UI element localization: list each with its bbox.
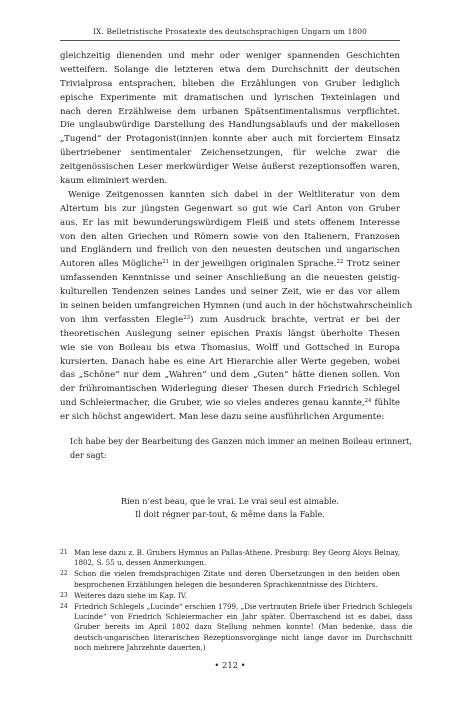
footnote-text [74,602,413,653]
text-line [60,272,400,286]
line-text: und Engländern und freilich von den neuesten deutschen und ungarischen [60,245,400,256]
text-line [60,203,400,217]
line-text: wetteifern. Solange die letzteren etwa dem Durchschnitt der deutschen [60,64,400,75]
footnote [60,591,400,601]
text-line [60,175,400,189]
line-text: wie sie von Boileau bis etwa Thomasius, Wolff und Gottsched in Europa [60,342,400,353]
text-line [60,106,400,120]
line-text: kaum eliminiert werden. [60,176,168,187]
line-text: von den alten Griechen und Römern sowie von den Italienern, Franzosen [60,231,400,242]
footnote-number: 24 [60,602,68,610]
footnote-ref: 21 [162,259,170,266]
verse-line: Rien n’est beau, que le vrai. Le vrai seul est aimable. [121,496,339,506]
footnote-text [74,569,400,589]
footnote-line: 1802, S. 55 u. dessen Anmerkungen. [74,558,207,568]
text-line [60,92,400,106]
line-text: epische Experimente mit dramatischen und lyrischen Texteinlagen und [60,92,400,103]
line-text-cont: ) zum Ausdruck brachte, vertrat er bei der [190,314,400,325]
quote-line: Ich habe bey der Bearbeitung des Ganzen mich immer an meinen Boileau erinnert, [70,436,412,446]
header-rule [60,40,400,41]
footnotes [60,548,413,653]
verse-quote [60,495,400,522]
line-text: nach deren Erzählweise dem urbanen Spätsentimentalismus verpflichtet. [60,106,400,117]
footnote-line: Gruber bereits im April 1802 dazu Stellung nehmen konnte! (Man bedenke, dass die [74,622,413,632]
line-text: Die unglaubwürdige Darstellung des Handlungsablaufs und der makellosen [60,120,400,131]
text-line [60,189,400,203]
footnote-line: deutsch-ungarischen literarischen Rezeptionsvorgänge nicht lange davor im Durchschnitt [74,632,413,642]
line-text: er sich höchst angewidert. Man lese dazu seine ausführlichen Argumente: [60,412,385,423]
line-text: kulturellen Tendenzen seines Landes und seiner Zeit, wie er das vor allem [60,287,400,298]
line-text: und Schleiermacher, die Gruber, wie so vieles anderes genau kannte, [60,398,365,409]
footnote-number: 21 [60,549,68,556]
footnote-line: Man lese dazu z. B. Grubers Hymnus an Pallas-Athene. Presburg: Bey Georg Aloys Belnay, [74,548,400,557]
line-text: in seinen beiden umfangreichen Hymnen (und auch in der höchstwahrscheinlich [60,301,413,312]
footnote [60,548,400,568]
text-line [60,147,400,161]
footnote-ref: 24 [364,398,372,405]
footnote-number: 23 [60,591,68,599]
footnote-line: Schon die vielen fremdsprachigen Zitate und deren Übersetzungen in den beiden oben [74,569,400,579]
text-line [60,383,400,397]
line-text: übertriebener sentimentaler Zeichensetzungen, für welche zwar die [60,148,400,159]
line-text-cont: fühlte [371,398,400,409]
text-line [60,244,400,258]
line-text: kursierten. Danach habe es eine Art Hierarchie aller Werte gegeben, wobei [60,356,400,367]
footnote-ref: 23 [183,314,191,321]
text-line [60,78,400,92]
line-text: aus. Er las mit bewunderungswürdigem Fleiß und stets offenem Interesse [60,217,400,228]
line-text: Altertum bis zur jüngsten Gegenwart so gut wie Carl Anton von Gruber [60,203,400,214]
quote-line: der sagt: [70,449,107,460]
footnote-text [74,591,400,601]
line-text: der frühromantischen Widerlegung dieser Thesen durch Friedrich Schlegel [60,384,400,395]
text-line [60,300,413,314]
footnote-line: besprochenen Erzählungen belegen die besonderen Sprachkenntnisse des Dichters. [74,579,378,589]
text-line [60,314,400,328]
line-text: „Tugend“ der Protagonist(inn)en konnte aber auch mit forciertem Einsatz [60,134,400,145]
text-line [60,231,400,245]
text-line [60,286,400,300]
line-text-cont: Trotz seiner [343,259,400,270]
text-line [60,133,400,147]
footnote [60,601,413,653]
line-text: das „Schöne“ nur dem „Wahren“ und dem „Guten“ hätte dienen sollen. Von [60,370,400,381]
text-line [60,328,400,342]
text-line [60,161,400,175]
footnote-number: 22 [60,570,68,578]
text-line [60,50,400,64]
line-text: zeitgenössischen Leser merkwürdiger Weise äußerst rezeptionsoffen waren, [60,162,400,173]
running-head: IX. Belletristische Prosatexte des deutschsprachigen Ungarn um 1800 [92,27,367,36]
text-line [60,397,400,411]
text-line [60,119,400,133]
footnote [60,569,400,589]
text-line [60,258,400,272]
line-text-cont: in der jeweiligen originalen Sprache. [169,259,337,270]
line-text: gleichzeitig dienenden und mehr oder weniger spannenden Geschichten [60,51,400,61]
text-line [60,411,400,425]
line-text: theoretischen Auslegung seiner epischen Praxis längst überholte Thesen [60,328,400,339]
line-text: umfassenden Kenntnisse und seiner Anschließung an die neuesten geistig- [60,273,400,284]
line-text: Autoren alles Mögliche [60,259,163,270]
page-number: • 212 • [214,660,246,670]
block-quote [70,435,412,462]
text-line [60,217,400,231]
text-line [60,356,400,370]
text-line [60,342,400,356]
text-line [60,64,400,78]
line-text: von ihm verfassten Elegie [60,314,184,325]
footnote-ref: 22 [336,259,344,266]
line-text: Wenige Zeitgenossen kannten sich dabei in der Weltliteratur von dem [68,189,400,200]
footnote-line: Weiteres dazu siehe im Kap. IV. [74,590,187,600]
text-line [60,369,400,383]
body-text [60,50,413,425]
verse-line: Il doit régner par-tout, & même dans la Fable. [135,509,325,520]
line-text: Trivialprosa entsprachen, blieben die Erzählungen von Gruber lediglich [60,78,400,89]
footnote-line: noch mehrere Jahrzehnte dauerten.) [74,642,206,652]
footnote-text [74,548,400,568]
footnote-line: Friedrich Schlegels „Lucinde“ erschien 1799, „Die vertrauten Briefe über Friedrich Schlegels [74,601,413,611]
footnote-line: Lucinde“ von Friedrich Schleiermacher ein Jahr später. Überraschend ist es dabei, dass [74,612,413,622]
